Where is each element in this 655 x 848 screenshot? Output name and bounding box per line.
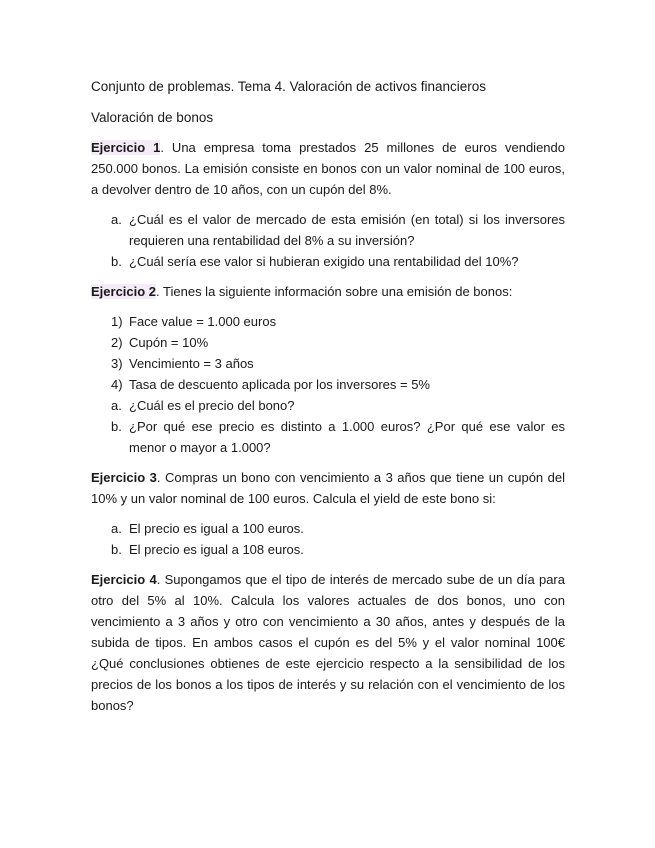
- exercise-2-label: Ejercicio 2: [91, 284, 157, 299]
- list-marker: a.: [111, 398, 122, 413]
- list-item-text: ¿Cuál sería ese valor si hubieran exigido una rentabilidad del 10%?: [129, 254, 519, 269]
- list-item: [91, 518, 565, 539]
- list-marker: a.: [111, 521, 122, 536]
- list-item: [91, 539, 565, 560]
- list-item-text: ¿Cuál es el valor de mercado de esta emisión (en total) si los inversores requieren una rentabilidad del 8% a su inversión?: [129, 212, 565, 248]
- exercise-2-text: . Tienes la siguiente información sobre una emisión de bonos:: [156, 284, 513, 299]
- list-item: [91, 374, 565, 395]
- section-title: Valoración de bonos: [91, 110, 214, 125]
- list-marker: b.: [111, 254, 122, 269]
- list-item-text: El precio es igual a 100 euros.: [129, 521, 304, 536]
- list-item-text: ¿Cuál es el precio del bono?: [129, 398, 295, 413]
- list-item: [91, 311, 565, 332]
- list-item-text: Face value = 1.000 euros: [129, 314, 277, 329]
- list-item-text: Vencimiento = 3 años: [129, 356, 254, 371]
- exercise-2-questions: [91, 395, 565, 458]
- list-marker: 4): [111, 377, 123, 392]
- list-item-text: Cupón = 10%: [129, 335, 209, 350]
- list-item: [91, 209, 565, 251]
- list-marker: b.: [111, 542, 122, 557]
- exercise-3-questions: [91, 518, 565, 560]
- list-marker: 3): [111, 356, 123, 371]
- document-body: [91, 76, 565, 725]
- exercise-3-statement: [91, 467, 565, 509]
- exercise-2-data: [91, 311, 565, 395]
- list-item-text: El precio es igual a 108 euros.: [129, 542, 304, 557]
- exercise-1-questions: [91, 209, 565, 272]
- list-marker: a.: [111, 212, 122, 227]
- list-marker: 2): [111, 335, 123, 350]
- exercise-1-text: . Una empresa toma prestados 25 millones de euros vendiendo 250.000 bonos. La emisión consiste en bonos con un valor nominal de 100 euros, a devolver dentro de 10 años, con un cupón del 8%.: [91, 140, 565, 197]
- exercise-3-text: . Compras un bono con vencimiento a 3 años que tiene un cupón del 10% y un valor nominal de 100 euros. Calcula el yield de este bono si:: [91, 470, 565, 506]
- exercise-1-label: Ejercicio 1: [91, 140, 161, 155]
- exercise-4-label: Ejercicio 4: [91, 572, 157, 587]
- list-marker: b.: [111, 419, 122, 434]
- document-title: Conjunto de problemas. Tema 4. Valoración de activos financieros: [91, 79, 486, 94]
- list-item: [91, 332, 565, 353]
- list-item-text: Tasa de descuento aplicada por los inversores = 5%: [129, 377, 430, 392]
- list-item: [91, 353, 565, 374]
- exercise-3-label: Ejercicio 3: [91, 470, 157, 485]
- list-item-text: ¿Por qué ese precio es distinto a 1.000 euros? ¿Por qué ese valor es menor o mayor a 1.000?: [129, 419, 565, 455]
- exercise-4-statement: [91, 569, 565, 716]
- exercise-4-text: . Supongamos que el tipo de interés de mercado sube de un día para otro del 5% al 10%. Calcula los valores actuales de dos bonos, uno con vencimiento a 3 años y otro con vencimiento a 30 años, antes y después de la subida de tipos. En ambos casos el cupón es del 5% y el valor nominal 100€ ¿Qué conclusiones obtienes de este ejercicio respecto a la sensibilidad de los precios de los bonos a los tipos de interés y su relación con el vencimiento de los bonos?: [91, 572, 565, 713]
- list-item: [91, 395, 565, 416]
- list-item: [91, 416, 565, 458]
- list-item: [91, 251, 565, 272]
- exercise-1-statement: [91, 137, 565, 200]
- list-marker: 1): [111, 314, 123, 329]
- exercise-2-statement: [91, 281, 565, 302]
